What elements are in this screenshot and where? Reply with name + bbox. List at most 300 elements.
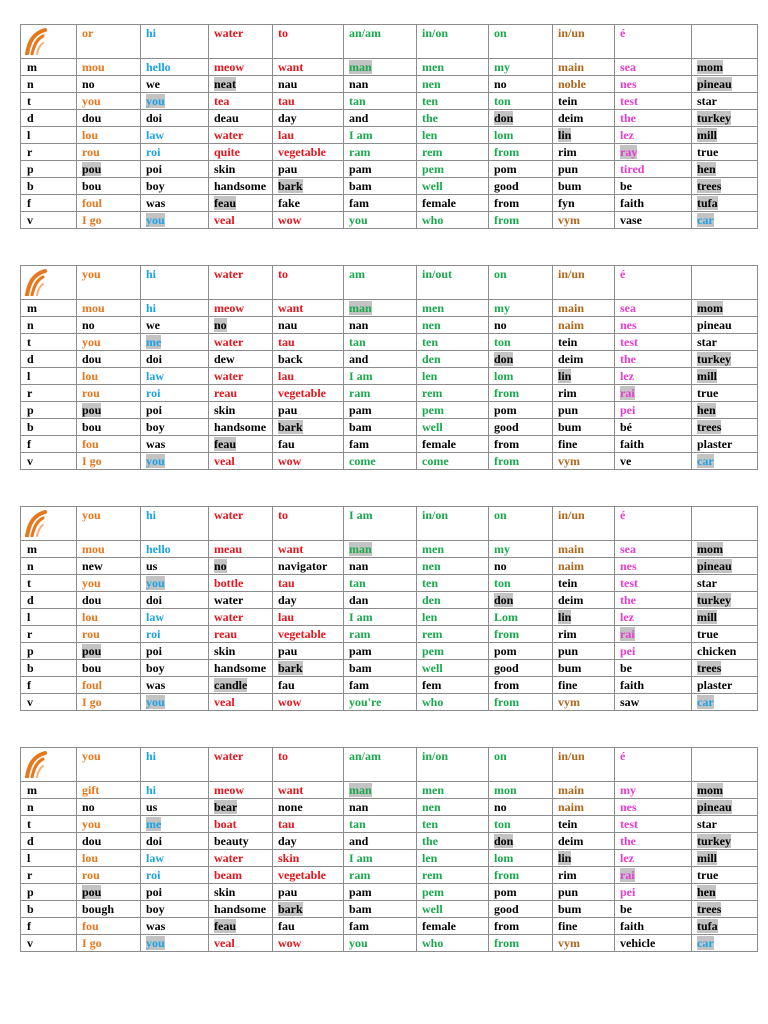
word-cell	[417, 884, 489, 901]
word-text: main	[558, 59, 585, 74]
row-letter: m	[21, 782, 77, 799]
word-text: skin	[214, 402, 236, 417]
word-text: ten	[422, 334, 438, 349]
word-cell	[553, 334, 615, 351]
word-text: from	[494, 144, 520, 159]
logo-cell	[21, 25, 77, 59]
word-cell	[273, 850, 344, 867]
word-cell	[77, 351, 141, 368]
word-cell	[553, 419, 615, 436]
word-cell	[489, 816, 553, 833]
word-text: deim	[558, 592, 584, 607]
word-cell	[417, 419, 489, 436]
word-cell	[273, 660, 344, 677]
word-text: feau	[214, 195, 236, 210]
word-text: pom	[494, 884, 517, 899]
row-letter: t	[21, 93, 77, 110]
word-cell	[489, 178, 553, 195]
word-cell	[489, 935, 553, 952]
table-header-row	[21, 748, 758, 782]
word-text: boy	[146, 660, 165, 675]
word-text: naim	[558, 799, 585, 814]
header-cell: on	[489, 507, 553, 541]
word-text: test	[620, 575, 638, 590]
word-cell	[344, 436, 417, 453]
word-cell	[141, 351, 209, 368]
word-text: bam	[349, 178, 372, 193]
word-text: pei	[620, 402, 636, 417]
word-text: you	[82, 816, 101, 831]
word-text: hen	[697, 402, 716, 417]
word-cell	[417, 918, 489, 935]
word-text: plaster	[697, 677, 733, 692]
header-cell: you	[77, 266, 141, 300]
word-cell	[344, 935, 417, 952]
word-text: lou	[82, 127, 99, 142]
word-text: nen	[422, 799, 441, 814]
word-text: vym	[558, 694, 580, 709]
word-text: vegetable	[278, 867, 326, 882]
word-cell	[489, 453, 553, 470]
header-cell: hi	[141, 748, 209, 782]
word-cell	[489, 541, 553, 558]
word-cell	[77, 592, 141, 609]
word-cell	[553, 867, 615, 884]
word-cell	[553, 76, 615, 93]
word-text: from	[494, 436, 520, 451]
word-cell	[77, 178, 141, 195]
word-text: vegetable	[278, 144, 326, 159]
word-cell	[141, 592, 209, 609]
word-cell	[141, 575, 209, 592]
word-text: from	[494, 935, 520, 950]
word-text: mou	[82, 541, 105, 556]
word-cell	[77, 694, 141, 711]
word-text: law	[146, 609, 164, 624]
row-letter: d	[21, 833, 77, 850]
word-text: lom	[494, 368, 514, 383]
word-cell	[344, 317, 417, 334]
word-cell	[77, 867, 141, 884]
word-text: ve	[620, 453, 632, 468]
row-letter: m	[21, 541, 77, 558]
word-text: pei	[620, 884, 636, 899]
word-cell	[141, 918, 209, 935]
word-text: doi	[146, 351, 163, 366]
word-cell	[209, 558, 273, 575]
word-text: doi	[146, 110, 163, 125]
word-text: pam	[349, 884, 372, 899]
table-header-row	[21, 507, 758, 541]
word-text: lin	[558, 850, 572, 865]
table-row	[21, 694, 758, 711]
word-cell	[615, 609, 692, 626]
header-cell: é	[615, 507, 692, 541]
word-text: you	[349, 212, 368, 227]
word-text: vegetable	[278, 626, 326, 641]
header-cell: water	[209, 25, 273, 59]
word-text: nen	[422, 76, 441, 91]
word-cell	[615, 575, 692, 592]
header-cell: hi	[141, 507, 209, 541]
word-cell	[489, 300, 553, 317]
word-text: water	[214, 368, 244, 383]
word-cell	[344, 558, 417, 575]
table-row	[21, 419, 758, 436]
word-cell	[489, 833, 553, 850]
word-text: bou	[82, 178, 102, 193]
header-cell: é	[615, 266, 692, 300]
word-cell	[692, 127, 758, 144]
word-cell	[209, 660, 273, 677]
word-cell	[417, 453, 489, 470]
logo-icon	[25, 268, 49, 296]
word-text: rem	[422, 626, 443, 641]
word-cell	[77, 901, 141, 918]
word-cell	[692, 694, 758, 711]
word-text: trees	[697, 901, 722, 916]
word-cell	[209, 419, 273, 436]
row-letter: v	[21, 212, 77, 229]
word-cell	[273, 93, 344, 110]
word-text: water	[214, 850, 244, 865]
word-text: lez	[620, 127, 634, 142]
word-text: don	[494, 833, 514, 848]
word-cell	[489, 93, 553, 110]
word-text: I am	[349, 850, 373, 865]
table-row	[21, 161, 758, 178]
word-cell	[209, 300, 273, 317]
word-cell	[692, 816, 758, 833]
word-text: you're	[349, 694, 382, 709]
word-cell	[489, 901, 553, 918]
word-cell	[553, 799, 615, 816]
header-cell: to	[273, 25, 344, 59]
word-text: gift	[82, 782, 100, 797]
table-row	[21, 144, 758, 161]
word-text: ray	[620, 144, 638, 159]
word-cell	[141, 76, 209, 93]
word-text: pou	[82, 884, 102, 899]
word-text: tan	[349, 816, 366, 831]
word-cell	[273, 453, 344, 470]
word-text: none	[278, 799, 303, 814]
word-text: no	[214, 317, 227, 332]
word-cell	[489, 144, 553, 161]
word-text: come	[349, 453, 376, 468]
word-cell	[344, 575, 417, 592]
word-cell	[273, 419, 344, 436]
word-cell	[344, 816, 417, 833]
word-text: bam	[349, 660, 372, 675]
word-text: navigator	[278, 558, 328, 573]
word-text: pem	[422, 161, 444, 176]
word-cell	[489, 884, 553, 901]
word-text: quite	[214, 144, 241, 159]
word-cell	[615, 643, 692, 660]
word-text: be	[620, 660, 632, 675]
word-text: deau	[214, 110, 239, 125]
word-cell	[344, 144, 417, 161]
word-text: you	[349, 935, 368, 950]
word-cell	[273, 901, 344, 918]
word-cell	[489, 419, 553, 436]
word-text: veal	[214, 935, 235, 950]
word-cell	[273, 677, 344, 694]
word-cell	[553, 558, 615, 575]
word-text: pem	[422, 884, 444, 899]
word-text: reau	[214, 385, 238, 400]
word-cell	[489, 161, 553, 178]
word-cell	[489, 212, 553, 229]
word-cell	[692, 782, 758, 799]
word-cell	[615, 867, 692, 884]
word-cell	[141, 558, 209, 575]
row-letter: t	[21, 816, 77, 833]
word-cell	[417, 816, 489, 833]
table-row	[21, 385, 758, 402]
word-cell	[692, 884, 758, 901]
word-text: be	[620, 178, 632, 193]
word-cell	[344, 453, 417, 470]
word-text: good	[494, 660, 519, 675]
row-letter: t	[21, 334, 77, 351]
word-cell	[489, 592, 553, 609]
word-text: rem	[422, 144, 443, 159]
header-cell: water	[209, 748, 273, 782]
word-text: Lom	[494, 609, 518, 624]
word-text: ten	[422, 816, 438, 831]
word-text: fam	[349, 195, 369, 210]
word-text: naim	[558, 317, 585, 332]
word-text: from	[494, 867, 520, 882]
word-cell	[141, 609, 209, 626]
word-cell	[417, 935, 489, 952]
word-cell	[273, 867, 344, 884]
word-cell	[209, 453, 273, 470]
word-text: bark	[278, 419, 303, 434]
word-text: who	[422, 212, 444, 227]
word-cell	[417, 643, 489, 660]
word-text: no	[494, 799, 507, 814]
word-cell	[273, 195, 344, 212]
word-cell	[553, 300, 615, 317]
word-cell	[273, 127, 344, 144]
word-cell	[615, 351, 692, 368]
word-cell	[209, 816, 273, 833]
word-text: bum	[558, 901, 582, 916]
table-row	[21, 59, 758, 76]
word-cell	[692, 799, 758, 816]
word-cell	[77, 76, 141, 93]
word-cell	[417, 850, 489, 867]
word-text: feau	[214, 918, 236, 933]
word-cell	[344, 541, 417, 558]
word-text: trees	[697, 419, 722, 434]
word-cell	[417, 782, 489, 799]
word-cell	[417, 901, 489, 918]
word-text: handsome	[214, 660, 267, 675]
word-cell	[77, 110, 141, 127]
word-text: us	[146, 799, 158, 814]
word-cell	[273, 575, 344, 592]
word-cell	[273, 76, 344, 93]
row-letter: v	[21, 453, 77, 470]
word-cell	[141, 626, 209, 643]
word-text: lin	[558, 368, 572, 383]
word-cell	[692, 351, 758, 368]
header-cell: I am	[344, 507, 417, 541]
word-text: main	[558, 541, 585, 556]
word-text: men	[422, 541, 444, 556]
word-cell	[344, 300, 417, 317]
row-letter: n	[21, 799, 77, 816]
word-cell	[692, 677, 758, 694]
word-cell	[615, 850, 692, 867]
word-text: pau	[278, 884, 298, 899]
header-cell: to	[273, 266, 344, 300]
word-text: turkey	[697, 833, 731, 848]
word-text: pineau	[697, 317, 732, 332]
row-letter: l	[21, 127, 77, 144]
word-text: handsome	[214, 419, 267, 434]
table-row	[21, 178, 758, 195]
word-cell	[273, 144, 344, 161]
word-cell	[692, 592, 758, 609]
word-cell	[141, 453, 209, 470]
word-text: skin	[214, 643, 236, 658]
word-cell	[273, 592, 344, 609]
word-text: star	[697, 816, 717, 831]
word-text: lau	[278, 127, 295, 142]
row-letter: n	[21, 317, 77, 334]
word-text: men	[422, 782, 444, 797]
word-text: star	[697, 93, 717, 108]
word-text: sea	[620, 541, 636, 556]
table-row	[21, 816, 758, 833]
word-text: car	[697, 694, 714, 709]
word-cell	[417, 541, 489, 558]
word-cell	[209, 436, 273, 453]
word-cell	[344, 93, 417, 110]
word-cell	[344, 419, 417, 436]
word-text: my	[494, 541, 510, 556]
row-letter: p	[21, 884, 77, 901]
table-row	[21, 884, 758, 901]
word-text: boy	[146, 901, 165, 916]
word-cell	[417, 161, 489, 178]
word-text: rai	[620, 385, 635, 400]
word-text: ram	[349, 144, 371, 159]
word-cell	[553, 93, 615, 110]
word-text: water	[214, 127, 244, 142]
word-text: nan	[349, 799, 369, 814]
word-text: me	[146, 816, 162, 831]
word-cell	[417, 609, 489, 626]
word-text: I go	[82, 453, 102, 468]
word-cell	[489, 402, 553, 419]
word-cell	[692, 901, 758, 918]
word-cell	[417, 110, 489, 127]
word-text: from	[494, 212, 520, 227]
word-text: us	[146, 558, 158, 573]
row-letter: f	[21, 195, 77, 212]
word-cell	[209, 351, 273, 368]
word-cell	[209, 161, 273, 178]
word-text: pineau	[697, 76, 732, 91]
table-row	[21, 76, 758, 93]
word-cell	[553, 195, 615, 212]
word-cell	[553, 317, 615, 334]
word-text: doi	[146, 833, 163, 848]
word-text: handsome	[214, 178, 267, 193]
word-cell	[209, 901, 273, 918]
word-text: faith	[620, 918, 644, 933]
word-text: mill	[697, 127, 717, 142]
row-letter: n	[21, 76, 77, 93]
word-cell	[141, 816, 209, 833]
header-cell: in/on	[417, 507, 489, 541]
word-cell	[77, 816, 141, 833]
word-cell	[209, 541, 273, 558]
word-text: test	[620, 93, 638, 108]
word-cell	[344, 677, 417, 694]
word-cell	[273, 334, 344, 351]
word-text: the	[620, 110, 636, 125]
word-text: and	[349, 351, 369, 366]
word-text: men	[422, 59, 444, 74]
word-text: who	[422, 694, 444, 709]
header-cell: hi	[141, 266, 209, 300]
word-cell	[489, 867, 553, 884]
word-text: tea	[214, 93, 230, 108]
word-cell	[417, 558, 489, 575]
row-letter: b	[21, 901, 77, 918]
word-text: mou	[82, 59, 105, 74]
word-text: rim	[558, 385, 577, 400]
word-cell	[273, 833, 344, 850]
word-text: wow	[278, 212, 302, 227]
word-text: deim	[558, 351, 584, 366]
word-text: tein	[558, 93, 578, 108]
word-cell	[77, 300, 141, 317]
word-text: dan	[349, 592, 369, 607]
header-cell: on	[489, 748, 553, 782]
word-cell	[692, 643, 758, 660]
word-cell	[273, 385, 344, 402]
table-row	[21, 799, 758, 816]
table-row	[21, 195, 758, 212]
word-text: you	[146, 694, 165, 709]
word-cell	[692, 300, 758, 317]
word-cell	[141, 541, 209, 558]
word-text: me	[146, 334, 162, 349]
word-text: skin	[214, 884, 236, 899]
word-text: nau	[278, 76, 298, 91]
word-cell	[489, 643, 553, 660]
word-cell	[77, 833, 141, 850]
word-text: veal	[214, 212, 235, 227]
word-cell	[417, 144, 489, 161]
word-cell	[344, 643, 417, 660]
word-text: true	[697, 626, 719, 641]
word-cell	[489, 195, 553, 212]
table-row	[21, 334, 758, 351]
word-text: dou	[82, 110, 102, 125]
word-cell	[344, 110, 417, 127]
word-text: bum	[558, 178, 582, 193]
row-letter: r	[21, 626, 77, 643]
